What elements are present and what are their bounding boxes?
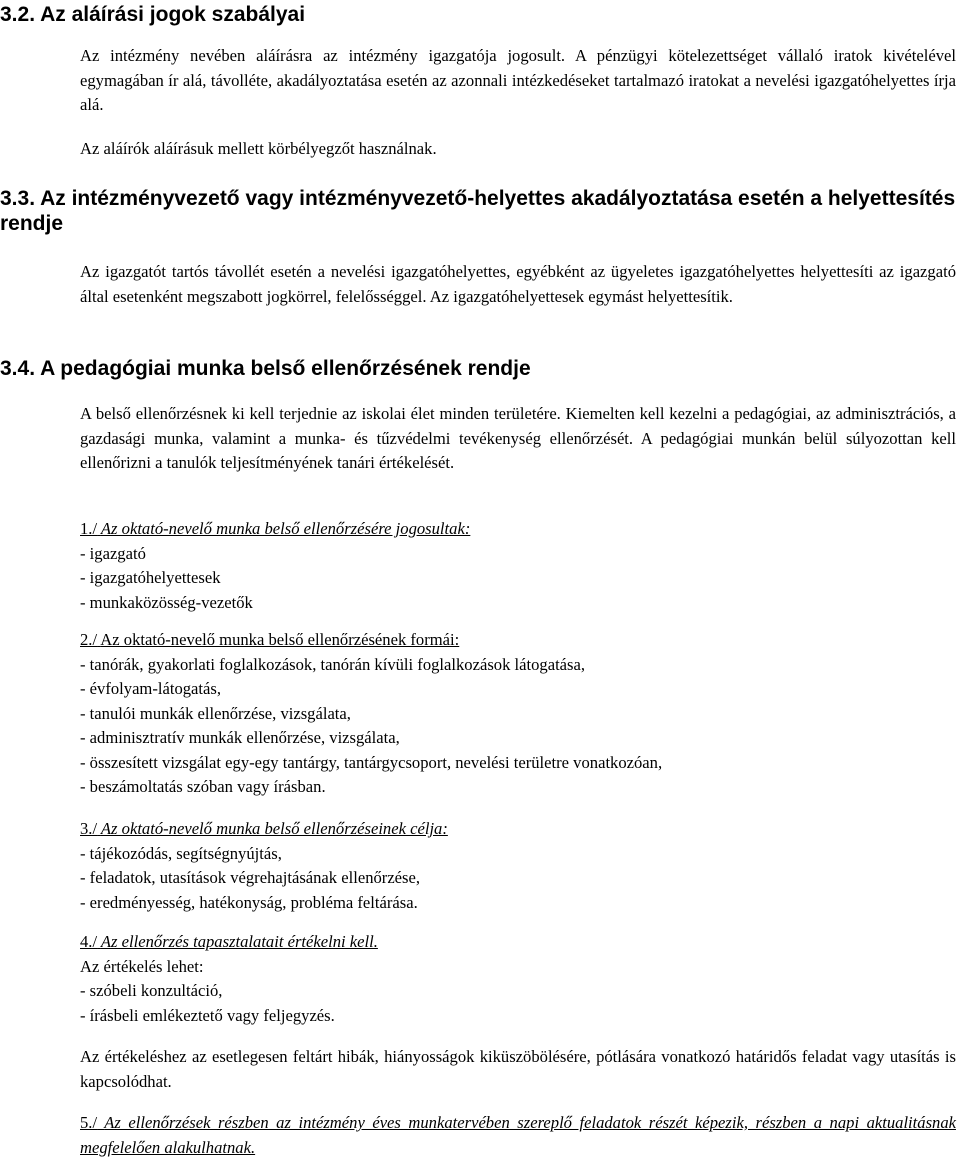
list-item: - tanórák, gyakorlati foglalkozások, tanórán kívüli foglalkozások látogatása, [80,654,586,674]
paragraph-stamp-usage: Az aláírók aláírásuk mellett körbélyegzőt használnak. [80,139,437,158]
list-control-goals [80,817,956,915]
list-item: - igazgató [80,543,146,563]
paragraph-internal-control: A belső ellenőrzésnek ki kell terjednie az iskolai élet minden területére. Kiemelten kell kezelni a pedagógiai, az adminisztrációs, a gazdasági munka, valamint a munka- és tűzvédelmi tevékenység ellenőrzését. A pedagógiai munkán belül súlyozottan kell ellenőrizni a tanulók teljesítményének tanári értékelését. [80,404,956,472]
section-heading-3-2: 3.2. Az aláírási jogok szabályai [0,3,306,26]
list-title: 4./ Az ellenőrzés tapasztalatait értékelni kell. [80,932,378,951]
list-item: - feladatok, utasítások végrehajtásának ellenőrzése, [80,868,421,887]
list-lead: Az értékelés lehet: [80,956,204,976]
paragraph-signing-rights: Az intézmény nevében aláírásra az intézmény igazgatója jogosult. A pénzügyi kötelezettséget vállaló iratok kivételével egymagában ír alá, távolléte, akadályoztatása esetén az azonnali intézkedéseket tartalmazó iratokat a nevelési igazgatóhelyettes írja alá. [80,46,956,114]
list-control-forms [80,628,956,800]
list-authorized-controllers [80,517,956,615]
paragraph-evaluation-deadline: Az értékeléshez az esetlegesen feltárt hibák, hiányosságok kiküszöbölésére, pótlására vonatkozó határidős feladat vagy utasítás is kapcsolódhat. [80,1047,956,1091]
section-heading-3-4: 3.4. A pedagógiai munka belső ellenőrzésének rendje [0,357,531,380]
list-item: - tájékozódás, segítségnyújtás, [80,843,282,863]
list-item: - írásbeli emlékeztető vagy feljegyzés. [80,1005,335,1025]
list-item: - beszámoltatás szóban vagy írásban. [80,777,326,796]
list-item: - igazgatóhelyettesek [80,568,221,587]
list-title: 1./ Az oktató-nevelő munka belső ellenőrzésére jogosultak: [80,519,471,538]
list-item: - tanulói munkák ellenőrzése, vizsgálata, [80,703,351,723]
list-title: 2./ Az oktató-nevelő munka belső ellenőrzésének formái: [80,630,460,649]
list-item: - munkaközösség-vezetők [80,592,253,612]
list-item: - adminisztratív munkák ellenőrzése, vizsgálata, [80,728,400,747]
paragraph-control-plan: 5./ Az ellenőrzések részben az intézmény éves munkatervében szereplő feladatok részét képezik, részben a napi aktualitásnak megfelelően alakulhatnak. [80,1113,956,1157]
list-item: - eredményesség, hatékonyság, probléma feltárása. [80,892,418,912]
list-item: - évfolyam-látogatás, [80,679,221,698]
section-heading-3-3: 3.3. Az intézményvezető vagy intézményvezető-helyettes akadályoztatása esetén a helyettesítés rendje [0,187,956,235]
list-title: 3./ Az oktató-nevelő munka belső ellenőrzéseinek célja: [80,819,448,838]
list-evaluation [80,930,956,1028]
paragraph-substitution: Az igazgatót tartós távollét esetén a nevelési igazgatóhelyettes, egyébként az ügyeletes igazgatóhelyettes helyettesíti az igazgató által esetenként megszabott jogkörrel, felelősséggel. Az igazgatóhelyettesek egymást helyettesítik. [80,262,956,306]
list-item: - szóbeli konzultáció, [80,981,223,1000]
list-item: - összesített vizsgálat egy-egy tantárgy, tantárgycsoport, nevelési területre vonatkozóan, [80,752,663,772]
